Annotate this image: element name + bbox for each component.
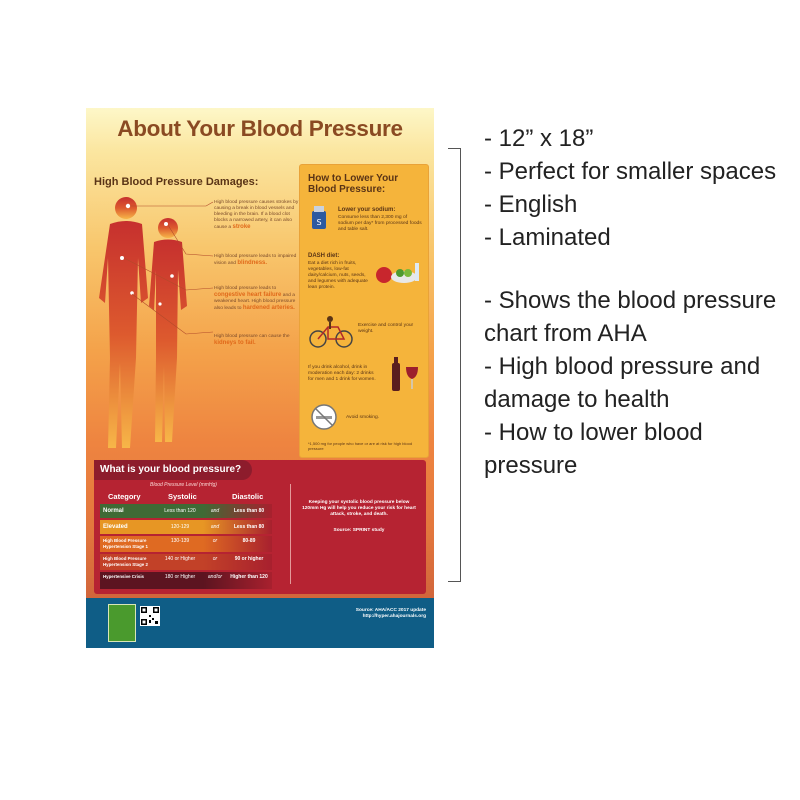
spec-list — [484, 122, 794, 254]
bp-systolic: 120-129 — [170, 524, 190, 530]
bp-row — [100, 554, 272, 570]
bp-conjunction: and — [210, 508, 220, 514]
bicycle-icon — [308, 315, 354, 349]
bp-conjunction: and — [210, 524, 220, 530]
bp-row — [100, 504, 272, 518]
smoking-text: Avoid smoking. — [346, 415, 380, 420]
brand-logo — [108, 604, 136, 642]
bp-category: High Blood Pressure Hypertension Stage 2 — [103, 556, 148, 567]
wine-bottle-icon — [388, 357, 424, 393]
salt-shaker-icon — [308, 205, 330, 231]
dash-text: Eat a diet rich in fruits, vegetables, low-fat dairy/calcium, nuts, seeds, and legumes with adequate lean protein. — [308, 261, 368, 290]
bp-systolic: Less than 120 — [164, 508, 196, 514]
spec-item-spaces: - Perfect for smaller spaces — [484, 158, 777, 185]
feature-list-container — [484, 122, 794, 482]
exercise-text: Exercise and control your weight. — [358, 323, 414, 334]
spec-item-size: - 12” x 18” — [484, 125, 594, 152]
bp-diastolic: 80-89 — [242, 538, 256, 544]
damage-kidney-text: High blood pressure can cause the kidneys to fail. — [214, 334, 290, 346]
qr-code-icon — [140, 606, 160, 626]
content-list — [484, 284, 794, 482]
sodium-footnote: *1,500 mg for people who have or are at risk for high blood pressure — [308, 441, 413, 451]
damage-stroke-text: High blood pressure causes strokes by causing a break in blood vessels and bleeding in the brain. If a blood clot blocks a narrowed artery, it can also cause a stroke — [214, 200, 299, 230]
bp-conjunction: or — [212, 538, 218, 544]
bp-systolic: 140 or Higher — [164, 556, 196, 562]
bp-chart-title: What is your blood pressure? — [94, 460, 252, 480]
no-smoking-icon — [310, 403, 338, 431]
diastolic-header: Diastolic — [232, 492, 264, 501]
bracket-divider — [448, 148, 461, 582]
sodium-title: Lower your sodium: — [338, 207, 396, 213]
sprint-text: Keeping your systolic blood pressure below 120mm Hg will help you reduce your risk for heart attack, stroke, and death. — [302, 500, 416, 517]
spec-item-finish: - Laminated — [484, 224, 611, 251]
bp-category: High Blood Pressure Hypertension Stage 1 — [103, 538, 148, 549]
systolic-header: Systolic — [168, 492, 197, 501]
content-item-damage: - High blood pressure and damage to health — [484, 353, 761, 413]
bp-conjunction: and/or — [207, 574, 223, 580]
poster-image — [86, 108, 434, 648]
healthy-food-icon — [372, 257, 420, 287]
bp-category: Hypertensive Crisis — [103, 574, 144, 579]
sprint-source: Source: SPRINT study — [333, 528, 385, 533]
bp-row — [100, 536, 272, 552]
damages-title: High Blood Pressure Damages: — [94, 176, 259, 188]
svg-text:S: S — [316, 218, 322, 227]
bp-category: Normal — [103, 508, 124, 514]
bp-row — [100, 572, 272, 589]
bp-row — [100, 520, 272, 534]
bp-chart-section — [94, 460, 426, 594]
footer-source: Source: AHA/ACC 2017 update http://hyper.ahajournals.org — [355, 608, 426, 619]
content-item-chart: - Shows the blood pressure chart from AHA — [484, 287, 777, 347]
spec-item-language: - English — [484, 191, 578, 218]
bp-diastolic: Higher than 120 — [230, 574, 268, 580]
poster-footer — [86, 598, 434, 648]
bp-systolic: 180 or Higher — [164, 574, 196, 580]
alcohol-text: If you drink alcohol, drink in moderation each day: 2 drinks for men and 1 drink for women. — [308, 365, 376, 382]
content-item-lower: - How to lower blood pressure — [484, 419, 703, 479]
category-header: Category — [108, 492, 141, 501]
bp-diastolic: 90 or higher — [234, 556, 264, 562]
dash-title: DASH diet: — [308, 253, 340, 259]
poster-title: About Your Blood Pressure — [117, 116, 403, 141]
how-to-lower-box — [299, 164, 429, 458]
bp-diastolic: Less than 80 — [233, 508, 265, 514]
bp-diastolic: Less than 80 — [233, 524, 265, 530]
damage-vision-text: High blood pressure leads to impaired vision and blindness. — [214, 254, 297, 266]
sodium-text: Consume less than 2,300 mg of sodium per day* from processed foods and table salt. — [338, 215, 422, 232]
damage-heart-text: High blood pressure leads to congestive heart failure and a weakened heart. High blood pressure also leads to hardened arteries. — [214, 286, 296, 311]
how-to-lower-title: How to Lower Your Blood Pressure: — [308, 173, 399, 195]
bp-category: Elevated — [103, 524, 128, 530]
bp-systolic: 130-139 — [170, 538, 190, 544]
bp-conjunction: or — [212, 556, 218, 562]
bp-level-label: Blood Pressure Level (mmHg) — [150, 482, 217, 488]
